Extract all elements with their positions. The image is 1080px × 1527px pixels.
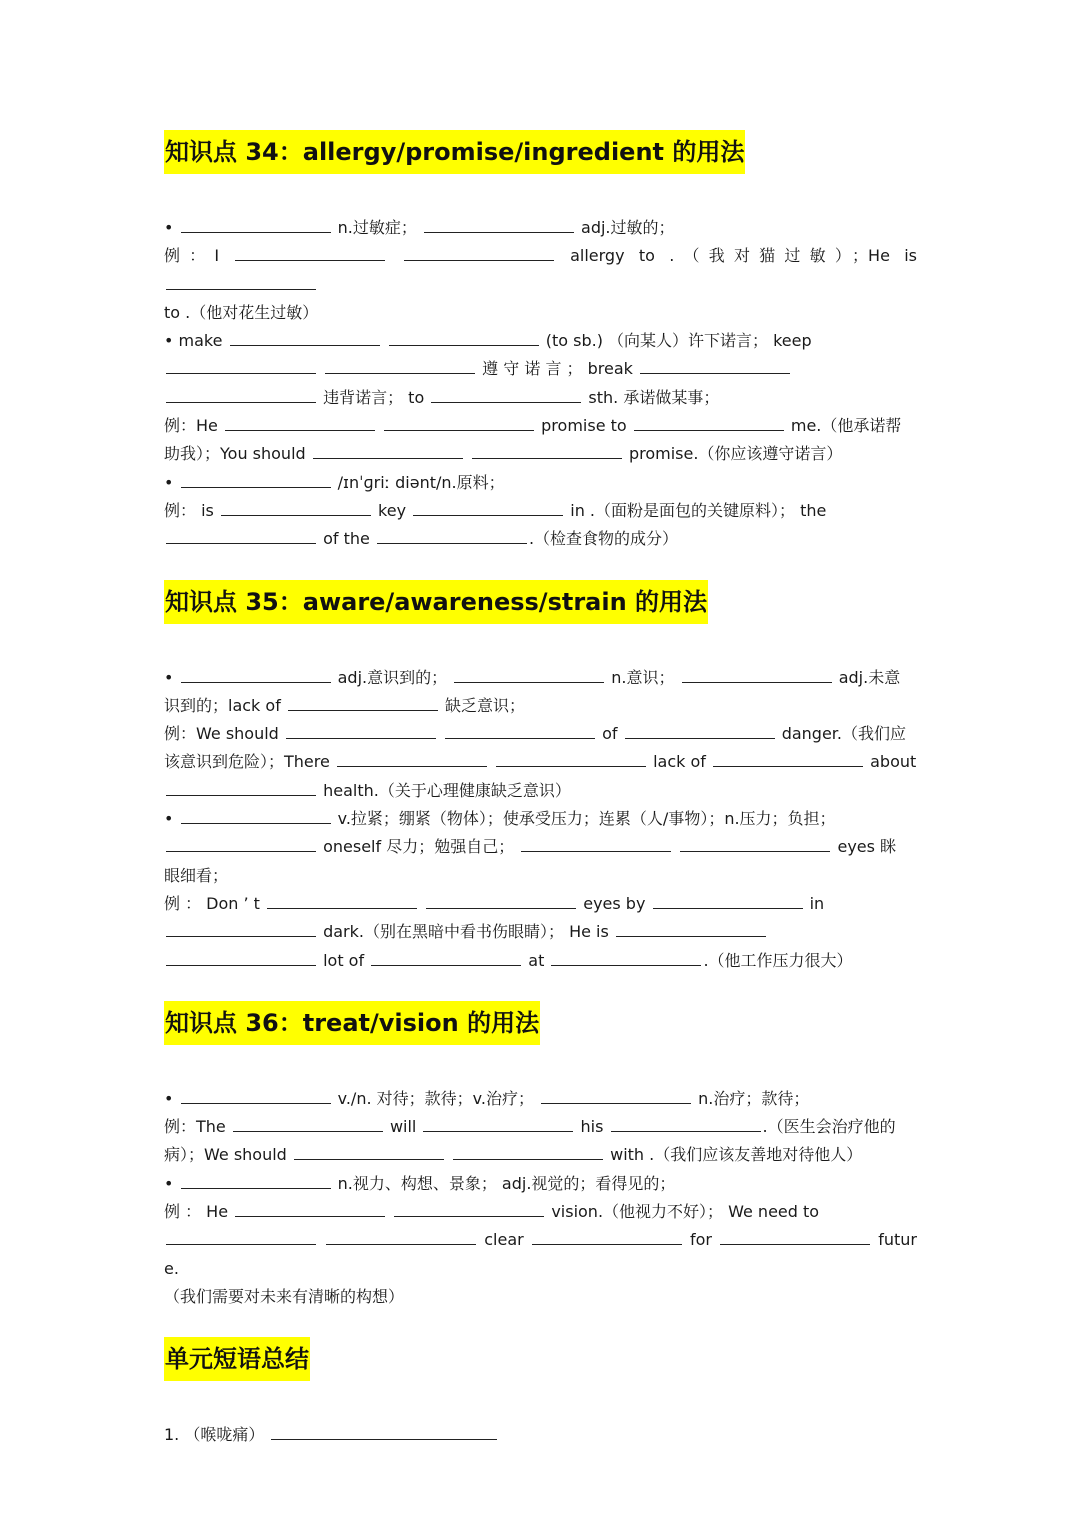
fill-in-blank[interactable] <box>713 749 863 767</box>
worksheet-line <box>164 299 917 327</box>
line-text: promise.（你应该遵守诺言） <box>623 444 843 464</box>
fill-in-blank[interactable] <box>166 356 316 374</box>
line-text: promise to <box>536 416 632 436</box>
line-text: key <box>372 500 412 520</box>
fill-in-blank[interactable] <box>166 778 316 796</box>
line-text: .（他工作压力很大） <box>703 950 853 970</box>
worksheet-line <box>164 1283 917 1311</box>
line-text: adj.意识到的； <box>332 667 453 687</box>
worksheet-line <box>164 1170 917 1198</box>
line-text: n.治疗；款待； <box>693 1088 810 1108</box>
line-text: 违背诺言； to <box>318 387 430 407</box>
section-heading: 单元短语总结 <box>164 1337 310 1381</box>
fill-in-blank[interactable] <box>286 721 436 739</box>
worksheet-line <box>164 1421 917 1449</box>
line-text: • <box>164 218 179 237</box>
line-text: • make <box>164 331 228 351</box>
line-text <box>318 1230 324 1249</box>
fill-in-blank[interactable] <box>496 749 646 767</box>
fill-in-blank[interactable] <box>404 243 554 261</box>
line-text: adj.过敏的； <box>575 218 675 237</box>
line-text: 病）；We should <box>164 1145 292 1165</box>
line-text: （我们需要对未来有清晰的构想） <box>164 1286 405 1306</box>
fill-in-blank[interactable] <box>181 1086 331 1104</box>
line-text <box>673 837 678 856</box>
line-text: • <box>164 472 179 492</box>
fill-in-blank[interactable] <box>313 441 463 459</box>
line-text: of the <box>318 529 375 549</box>
line-text: n.视力、构想、景象； adj.视觉的；看得见的； <box>332 1173 676 1193</box>
line-text: about <box>865 752 917 772</box>
line-text: n.过敏症； <box>332 218 422 237</box>
fill-in-blank[interactable] <box>431 385 581 403</box>
worksheet-line <box>164 384 917 412</box>
line-text: • <box>164 809 179 829</box>
line-text: v./n. 对待；款待；v.治疗； <box>332 1088 540 1108</box>
line-text: his <box>575 1117 609 1137</box>
line-text: 例：The <box>164 1117 231 1137</box>
line-text: n.意识； <box>606 667 680 687</box>
fill-in-blank[interactable] <box>271 1422 497 1440</box>
fill-in-blank[interactable] <box>424 215 574 233</box>
line-text: 例 ： Don ’ t <box>164 893 266 913</box>
fill-in-blank[interactable] <box>377 526 527 544</box>
fill-in-blank[interactable] <box>325 356 475 374</box>
line-text: • <box>164 1173 179 1193</box>
fill-in-blank[interactable] <box>720 1227 870 1245</box>
fill-in-blank[interactable] <box>413 498 563 516</box>
fill-in-blank[interactable] <box>532 1227 682 1245</box>
fill-in-blank[interactable] <box>235 243 385 261</box>
line-text: eyes 眯 <box>832 837 897 857</box>
fill-in-blank[interactable] <box>166 272 316 290</box>
worksheet-line <box>164 1113 917 1141</box>
fill-in-blank[interactable] <box>394 1199 544 1217</box>
line-text: will <box>384 1117 422 1137</box>
line-text: 例： is <box>164 500 219 520</box>
line-text: danger.（我们应 <box>776 724 906 744</box>
line-text <box>446 1145 451 1164</box>
section-heading: 知识点 36：treat/vision 的用法 <box>164 1001 540 1045</box>
fill-in-blank[interactable] <box>235 1199 385 1217</box>
worksheet-line <box>164 469 917 497</box>
worksheet-line <box>164 947 917 975</box>
line-text: 例：We should <box>164 724 284 744</box>
line-text: v.拉紧；绷紧（物体）；使承受压力；连累（人/事物）；n.压力；负担； <box>332 809 836 829</box>
fill-in-blank[interactable] <box>181 215 331 233</box>
line-text <box>489 752 494 771</box>
line-text: sth. 承诺做某事； <box>583 387 720 407</box>
worksheet-line <box>164 862 917 890</box>
fill-in-blank[interactable] <box>616 919 766 937</box>
line-text <box>419 894 424 913</box>
worksheet-line <box>164 214 917 242</box>
line-text: .（检查食物的成分） <box>528 529 679 549</box>
line-text: clear <box>478 1230 530 1250</box>
worksheet-line <box>164 525 917 553</box>
fill-in-blank[interactable] <box>625 721 775 739</box>
section-heading: 知识点 35：aware/awareness/strain 的用法 <box>164 580 708 624</box>
line-text: .（医生会治疗他的 <box>762 1117 896 1137</box>
fill-in-blank[interactable] <box>521 834 671 852</box>
fill-in-blank[interactable] <box>181 806 331 824</box>
line-text: me.（他承诺帮 <box>785 416 902 436</box>
line-text: 遵 守 诺 言 ； break <box>477 359 638 379</box>
line-text: 助我）；You should <box>164 444 311 464</box>
worksheet-line <box>164 327 917 355</box>
worksheet-line <box>164 1198 917 1226</box>
line-text: health.（关于心理健康缺乏意识） <box>318 780 571 800</box>
line-text: eyes by <box>578 893 651 913</box>
worksheet-line <box>164 748 917 776</box>
line-text: allergy to .（我对猫过敏）；He is <box>555 246 917 266</box>
fill-in-blank[interactable] <box>423 1114 573 1132</box>
line-text: adj.未意 <box>833 667 901 687</box>
fill-in-blank[interactable] <box>611 1114 761 1132</box>
fill-in-blank[interactable] <box>371 948 521 966</box>
line-text: dark.（别在黑暗中看书伤眼睛）； He is <box>318 922 614 942</box>
worksheet-line <box>164 412 917 440</box>
line-text: 1. （喉咙痛） <box>164 1425 270 1445</box>
fill-in-blank[interactable] <box>267 891 417 909</box>
line-text <box>382 331 387 350</box>
fill-in-blank[interactable] <box>682 665 832 683</box>
worksheet-line <box>164 720 917 748</box>
fill-in-blank[interactable] <box>326 1227 476 1245</box>
fill-in-blank[interactable] <box>221 498 371 516</box>
line-text: to .（他对花生过敏） <box>164 302 319 322</box>
fill-in-blank[interactable] <box>166 834 316 852</box>
line-text: future. <box>164 1230 917 1278</box>
fill-in-blank[interactable] <box>294 1142 444 1160</box>
line-text: 缺乏意识； <box>439 695 526 715</box>
fill-in-blank[interactable] <box>233 1114 383 1132</box>
line-text: oneself 尽力；勉强自己； <box>318 837 520 857</box>
worksheet-line <box>164 664 917 692</box>
worksheet-line <box>164 440 917 468</box>
worksheet-line <box>164 918 917 946</box>
line-text <box>387 1202 392 1221</box>
fill-in-blank[interactable] <box>454 665 604 683</box>
fill-in-blank[interactable] <box>166 526 316 544</box>
fill-in-blank[interactable] <box>166 385 316 403</box>
line-text <box>438 724 443 743</box>
section-heading: 知识点 34：allergy/promise/ingredient 的用法 <box>164 130 745 174</box>
fill-in-blank[interactable] <box>551 948 701 966</box>
worksheet-line <box>164 1085 917 1113</box>
fill-in-blank[interactable] <box>634 413 784 431</box>
worksheet-line <box>164 1141 917 1169</box>
line-text: at <box>523 950 550 970</box>
line-text: lot of <box>318 950 370 970</box>
line-text: in .（面粉是面包的关键原料）； the <box>565 500 827 520</box>
fill-in-blank[interactable] <box>653 891 803 909</box>
line-text: for <box>683 1230 719 1250</box>
fill-in-blank[interactable] <box>181 665 331 683</box>
line-text: • <box>164 1088 179 1108</box>
line-text: 该意识到危险）；There <box>164 752 335 772</box>
fill-in-blank[interactable] <box>225 413 375 431</box>
fill-in-blank[interactable] <box>166 1227 316 1245</box>
worksheet-line <box>164 805 917 833</box>
fill-in-blank[interactable] <box>453 1142 603 1160</box>
fill-in-blank[interactable] <box>181 470 331 488</box>
worksheet-line <box>164 777 917 805</box>
line-text: 眼细看； <box>164 865 229 885</box>
line-text: • <box>164 667 179 687</box>
line-text: lack of <box>648 752 712 772</box>
line-text: in <box>804 893 825 913</box>
line-text <box>318 359 323 378</box>
line-text: /ɪnˈɡriː diənt/n.原料； <box>332 472 505 492</box>
worksheet-line <box>164 833 917 861</box>
worksheet-line <box>164 242 917 299</box>
fill-in-blank[interactable] <box>680 834 830 852</box>
fill-in-blank[interactable] <box>337 749 487 767</box>
fill-in-blank[interactable] <box>445 721 595 739</box>
worksheet-content <box>164 130 917 1450</box>
line-text: with .（我们应该友善地对待他人） <box>605 1145 863 1165</box>
fill-in-blank[interactable] <box>166 919 316 937</box>
fill-in-blank[interactable] <box>230 328 380 346</box>
fill-in-blank[interactable] <box>541 1086 691 1104</box>
line-text: (to sb.) （向某人）许下诺言； keep <box>540 331 812 351</box>
fill-in-blank[interactable] <box>166 948 316 966</box>
line-text: 识到的；lack of <box>164 695 286 715</box>
line-text: of <box>597 724 623 744</box>
line-text: vision.（他视力不好）； We need to <box>546 1202 820 1222</box>
fill-in-blank[interactable] <box>384 413 534 431</box>
worksheet-line <box>164 355 917 383</box>
fill-in-blank[interactable] <box>640 356 790 374</box>
worksheet-line <box>164 497 917 525</box>
line-text <box>377 416 382 435</box>
line-text: 例：I <box>164 246 234 266</box>
fill-in-blank[interactable] <box>389 328 539 346</box>
worksheet-line <box>164 692 917 720</box>
worksheet-line <box>164 890 917 918</box>
line-text: 例：He <box>164 416 223 436</box>
fill-in-blank[interactable] <box>181 1171 331 1189</box>
line-text <box>387 246 401 265</box>
line-text <box>465 444 470 463</box>
worksheet-line <box>164 1226 917 1283</box>
fill-in-blank[interactable] <box>288 693 438 711</box>
fill-in-blank[interactable] <box>426 891 576 909</box>
fill-in-blank[interactable] <box>472 441 622 459</box>
line-text: 例 ： He <box>164 1202 234 1222</box>
